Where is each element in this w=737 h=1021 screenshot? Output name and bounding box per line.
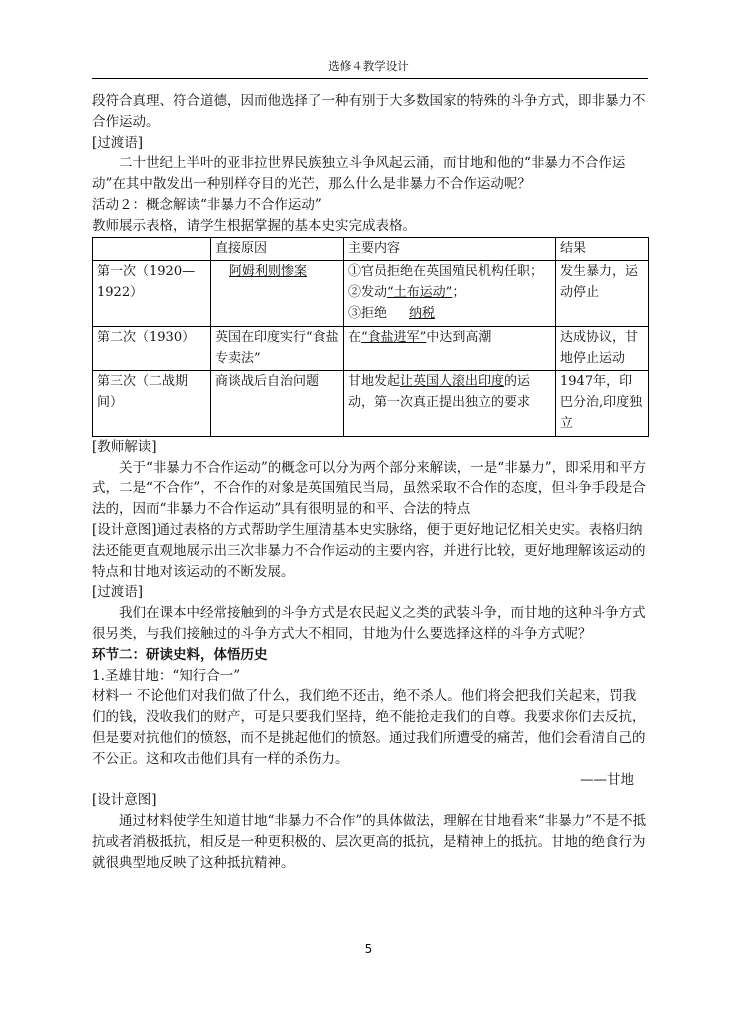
attribution: ——甘地 [580, 771, 634, 788]
intro-paragraph: 段符合真理、符合道德，因而他选择了一种有别于大多数国家的特殊的斗争方式，即非暴力不合作运动。 [92, 93, 646, 130]
material1-paragraph: 材料一 不论他们对我们做了什么，我们绝不还击，绝不杀人。他们将会把我们关起来，罚我们的钱，没收我们的财产，可是只要我们坚持，绝不能抢走我们的自尊。我要求你们去反抗，但是要对抗他们的愤怒，而不是挑起他们的愤怒。通过我们所遭受的痛苦，他们会看清自己的不公正。这和攻击他们具有一样的杀伤力。 [92, 688, 646, 767]
design-intent-paragraph-2: 通过材料使学生知道甘地“非暴力不合作”的具体做法，理解在甘地看来“非暴力”不是不抵抗或者消极抵抗，相反是一种更积极的、层次更高的抵抗，是精神上的抵抗。甘地的绝食行为就很典型地反映了这种抵抗精神。 [92, 813, 647, 871]
table-row [93, 261, 649, 326]
content-text: 的运动，第一次真正提出独立的要求 [348, 374, 531, 411]
result-cell: 达成协议，甘地停止运动 [556, 326, 649, 371]
content-text: ； [452, 285, 466, 301]
cause-cell: 英国在印度实行“食盐专卖法” [211, 326, 344, 371]
table-header-cell: 直接原因 [211, 237, 344, 261]
content-text: 在 [348, 329, 362, 345]
section2-heading: 环节二：研读史料，体悟历史 [92, 646, 268, 663]
table-header-cell: 结果 [556, 237, 649, 261]
table-row [93, 326, 649, 371]
filled-answer: 纳税 [409, 305, 436, 321]
transition-paragraph-2: 我们在课本中经常接触到的斗争方式是农民起义之类的武装斗争，而甘地的这种斗争方式很另类，与我们接触过的斗争方式大不相同，甘地为什么要选择这样的斗争方式呢？ [92, 605, 646, 642]
content-text: 中达到高潮 [426, 329, 492, 345]
transition-tag-1: [过渡语] [92, 134, 144, 151]
design-intent-tag-2: [设计意图] [92, 792, 157, 809]
activity2-title: 活动２：概念解读“非暴力不合作运动” [92, 196, 322, 213]
filled-answer: “食盐进军” [361, 329, 427, 345]
teacher-tag: [教师解读] [92, 438, 157, 455]
content-cell [344, 261, 556, 326]
content-cell [344, 371, 556, 436]
content-item-1: ①官员拒绝在英国殖民机构任职； [348, 264, 544, 280]
filled-answer: 阿姆利则 [229, 264, 282, 280]
content-text: ③拒绝 [348, 305, 388, 321]
filled-answer: “土布运动” [387, 285, 453, 301]
activity2-description: 教师展示表格，请学生根据掌握的基本史实完成表格。 [92, 217, 416, 234]
table-header-row [93, 237, 649, 261]
content-cell [344, 326, 556, 371]
period-cell: 第三次（二战期间） [93, 371, 211, 436]
transition-tag-2: [过渡语] [92, 584, 144, 601]
table-header-cell: 主要内容 [344, 237, 556, 261]
transition-paragraph-1: 二十世纪上半叶的亚非拉世界民族独立斗争风起云涌，而甘地和他的“非暴力不合作运动”在其中散发出一种别样夺目的光芒，那么什么是非暴力不合作运动呢？ [92, 155, 626, 193]
document-body [92, 91, 648, 873]
filled-answer: 让英国人滚出印度 [400, 374, 505, 390]
teacher-paragraph: 关于“非暴力不合作运动”的概念可以分为两个部分来解读，一是“非暴力”，即采用和平方式，二是“不合作”，不合作的对象是英国殖民当局，虽然采取不合作的态度，但斗争手段是合法的，因而“非暴力不合作运动”具有很明显的和平、合法的特点 [92, 459, 647, 518]
content-item-2 [348, 283, 551, 304]
header-rule [92, 78, 648, 79]
page-header: 选修４教学设计 [328, 59, 409, 73]
movement-table [92, 237, 649, 437]
design-intent-paragraph-1: [设计意图]通过表格的方式帮助学生厘清基本史实脉络，便于更好地记忆相关史实。表格归纳法还能更直观地展示出三次非暴力不合作运动的主要内容，并进行比较，更好地理解该运动的特点和甘地对该运动的不断发展。 [92, 521, 646, 580]
period-cell: 第二次（1930） [93, 326, 211, 371]
cause-text: 惨案 [281, 264, 308, 280]
period-cell: 第一次（1920—1922） [93, 261, 211, 326]
page-number: 5 [364, 942, 373, 956]
result-cell: 发生暴力，运动停止 [556, 261, 649, 326]
content-text: 甘地发起 [348, 374, 401, 390]
table-header-cell [93, 237, 211, 261]
cause-cell: 商谈战后自治问题 [211, 371, 344, 436]
cause-cell [211, 261, 344, 326]
result-cell: 1947年，印巴分治,印度独立 [556, 371, 649, 436]
content-item-3 [348, 304, 551, 325]
content-text: ②发动 [348, 285, 388, 301]
table-row [93, 371, 649, 436]
subsection1-heading: 1.圣雄甘地：“知行合一” [92, 667, 241, 684]
